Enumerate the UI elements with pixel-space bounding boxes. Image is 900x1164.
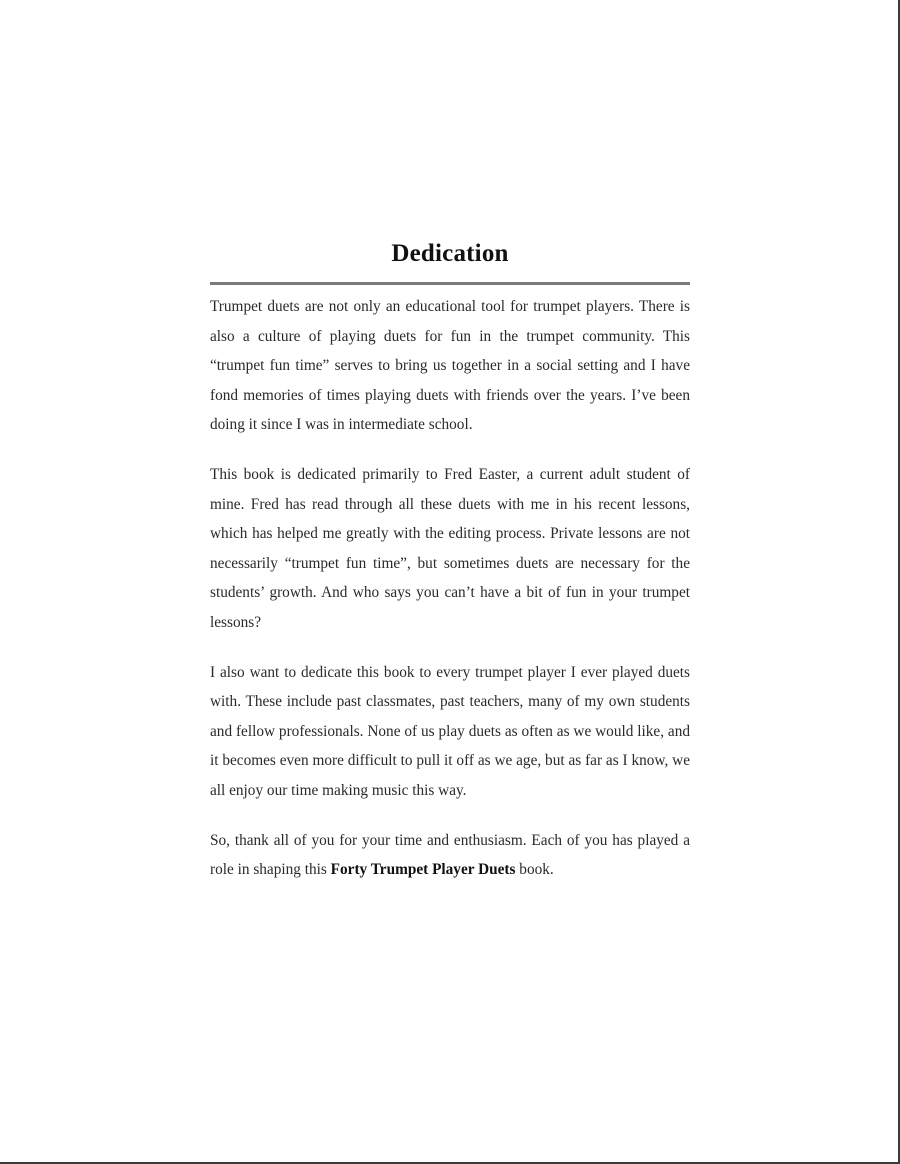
paragraph-2: This book is dedicated primarily to Fred Easter, a current adult student of mine. Fred has read through all these duets with me in his recent lessons, which has helped me greatly with the editing process. Private lessons are not necessarily “trumpet fun time”, but sometimes duets are necessary for the students’ growth. And who says you can’t have a bit of fun in your trumpet lessons? — [210, 465, 690, 631]
paragraph-1: Trumpet duets are not only an educational tool for trumpet players. There is also a culture of playing duets for fun in the trumpet community. This “trumpet fun time” serves to bring us together in a social setting and I have fond memories of times playing duets with friends over the years. I’ve been doing it since I was in intermediate school. — [210, 298, 690, 434]
book-title: Forty Trumpet Player Duets — [330, 861, 516, 879]
paragraph-3: I also want to dedicate this book to every trumpet player I ever played duets with. These include past classmates, past teachers, many of my own students and fellow professionals. None of us play duets as often as we would like, and it becomes even more difficult to pull it off as we age, but as far as I know, we all enjoy our time making music this way. — [210, 663, 690, 799]
dedication-page — [210, 236, 690, 905]
paragraph-closing — [210, 826, 690, 885]
closing-text-start: So, thank all of you for your time and enthusiasm. Each of you has played a role in shaping this — [210, 831, 690, 879]
page-title: Dedication — [391, 240, 509, 267]
title-divider — [210, 282, 690, 285]
closing-text-end: book. — [515, 861, 554, 879]
